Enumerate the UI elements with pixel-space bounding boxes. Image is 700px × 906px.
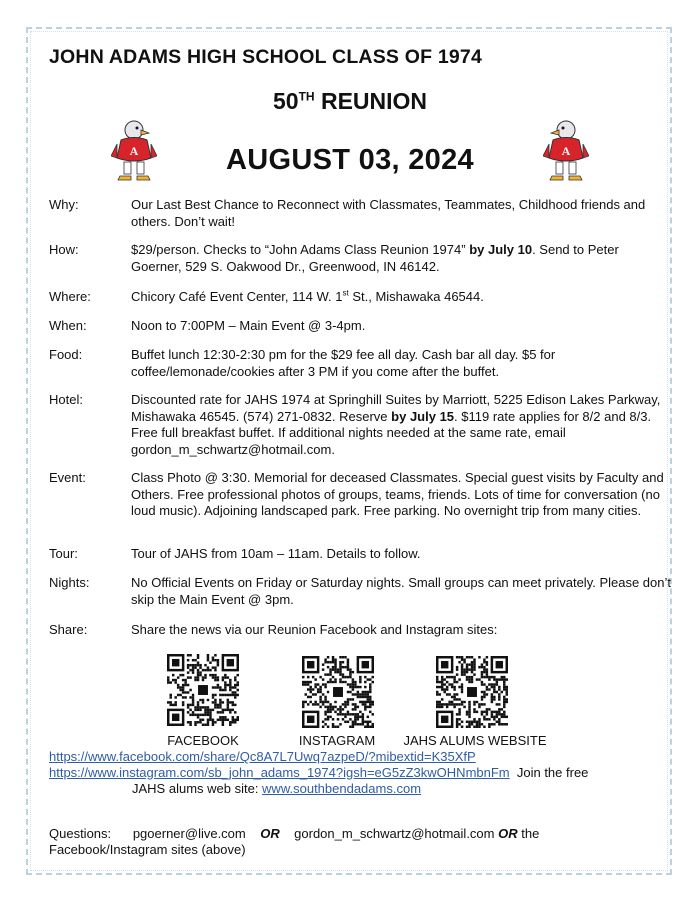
where-text: Chicory Café Event Center, 114 W. 1st St., Mishawaka 46544. bbox=[131, 288, 484, 304]
when-label: When: bbox=[49, 318, 87, 333]
reunion-title: 50TH REUNION bbox=[272, 88, 428, 114]
join-text: Join the free bbox=[516, 765, 589, 780]
where-label: Where: bbox=[49, 289, 91, 304]
eagle-mascot-left-icon bbox=[111, 118, 157, 182]
mascot-letter: A bbox=[561, 144, 571, 158]
email-gordon[interactable]: gordon_m_schwartz@hotmail.com bbox=[294, 826, 495, 841]
how-text: $29/person. Checks to “John Adams Class Reunion 1974” by July 10. Send to Peter Goerner, 529 S. Oakwood Dr., Greenwood, IN 46142. bbox=[131, 242, 619, 274]
why-text: Our Last Best Chance to Reconnect with Classmates, Teammates, Childhood friends and others. Don’t wait! bbox=[131, 197, 646, 229]
instagram-link[interactable]: https://www.instagram.com/sb_john_adams_1974?igsh=eG5zZ3kwOHNmbnFm bbox=[49, 765, 510, 780]
food-label: Food: bbox=[49, 347, 83, 362]
or-text-1: OR bbox=[260, 826, 280, 841]
event-label: Event: bbox=[49, 470, 86, 485]
questions-tail-2: Facebook/Instagram sites (above) bbox=[49, 842, 246, 857]
instagram-qr-code[interactable] bbox=[302, 656, 374, 728]
eagle-mascot-right-icon bbox=[543, 118, 589, 182]
or-text-2: OR bbox=[498, 826, 518, 841]
website-qr-code[interactable] bbox=[436, 656, 508, 728]
nights-text: No Official Events on Friday or Saturday nights. Small groups can meet privately. Please don’t skip the Main Event @ 3pm. bbox=[131, 575, 672, 607]
alums-line bbox=[132, 781, 421, 797]
facebook-link-line bbox=[49, 749, 476, 765]
food-text: Buffet lunch 12:30-2:30 pm for the $29 fee all day. Cash bar all day. $5 for coffee/lemonade/cookies after 3 PM if you come after the buffet. bbox=[131, 347, 556, 379]
facebook-qr-label: FACEBOOK bbox=[167, 733, 239, 748]
facebook-qr-code[interactable] bbox=[167, 654, 239, 726]
share-label: Share: bbox=[49, 622, 88, 637]
hotel-text: Discounted rate for JAHS 1974 at Springhill Suites by Marriott, 5225 Edison Lakes Parkway, Mishawaka 46545. (574) 271-0832. Reserve by July 15. $119 rate applies for 8/2 and 8/3. Free full breakfast buffet. If additional nights needed at the same rate, email gordon_m_schwartz@hotmail.com. bbox=[131, 392, 661, 457]
facebook-link[interactable]: https://www.facebook.com/share/Qc8A7L7Uwq7azpeD/?mibextid=K35XfP bbox=[49, 749, 476, 764]
questions-line bbox=[49, 826, 539, 842]
tour-text: Tour of JAHS from 10am – 11am. Details to follow. bbox=[131, 546, 421, 561]
hotel-label: Hotel: bbox=[49, 392, 83, 407]
reunion-date: AUGUST 03, 2024 bbox=[226, 144, 474, 176]
school-class-title: JOHN ADAMS HIGH SCHOOL CLASS OF 1974 bbox=[49, 46, 483, 68]
alums-text: JAHS alums web site: bbox=[132, 781, 263, 796]
how-label: How: bbox=[49, 242, 79, 257]
questions-line-2 bbox=[49, 842, 246, 858]
share-text: Share the news via our Reunion Facebook and Instagram sites: bbox=[131, 622, 498, 637]
why-label: Why: bbox=[49, 197, 79, 212]
nights-label: Nights: bbox=[49, 575, 90, 590]
mascot-letter: A bbox=[129, 144, 139, 158]
questions-label: Questions: bbox=[49, 826, 112, 841]
event-text: Class Photo @ 3:30. Memorial for deceased Classmates. Special guest visits by Faculty and Others. Free professional photos of groups, teams, friends. Lots of time for conversation (no loud music). Adjoining landscaped park. Free parking. No overnight trip from many cities. bbox=[131, 470, 664, 518]
email-pgoerner[interactable]: pgoerner@live.com bbox=[132, 826, 246, 841]
tour-label: Tour: bbox=[49, 546, 78, 561]
website-qr-label: JAHS ALUMS WEBSITE bbox=[403, 733, 547, 748]
alums-website-link[interactable]: www.southbendadams.com bbox=[262, 781, 422, 796]
questions-tail: the bbox=[517, 826, 540, 841]
instagram-qr-label: INSTAGRAM bbox=[298, 733, 376, 748]
when-text: Noon to 7:00PM – Main Event @ 3-4pm. bbox=[131, 318, 366, 333]
instagram-link-line bbox=[49, 765, 588, 781]
